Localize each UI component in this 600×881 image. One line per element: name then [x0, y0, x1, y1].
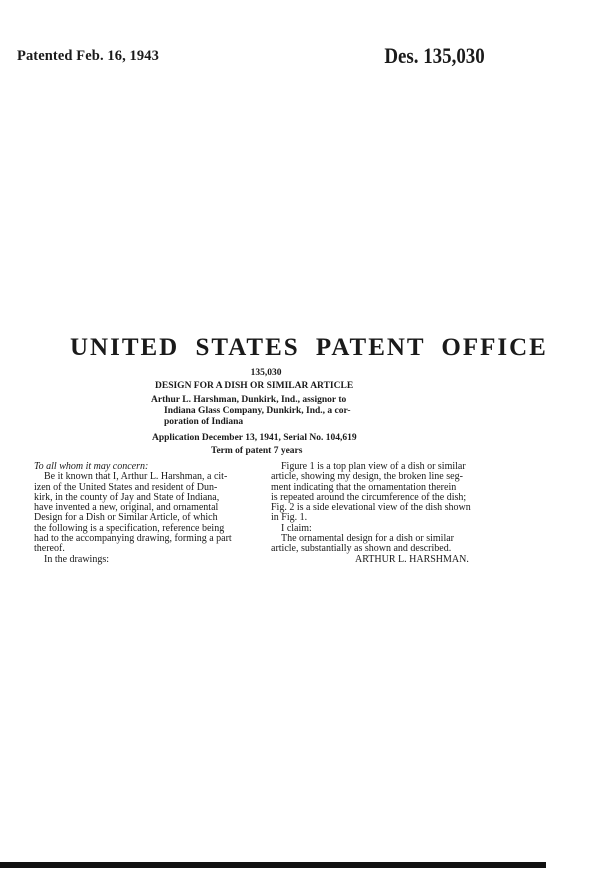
text-line: had to the accompanying drawing, forming a part: [34, 533, 232, 545]
text-line: article, substantially as shown and described.: [271, 543, 452, 555]
text-line: in Fig. 1.: [271, 512, 308, 524]
text-line: The ornamental design for a dish or similar: [281, 533, 455, 545]
text-line: izen of the United States and resident of Dun-: [34, 481, 218, 493]
patented-date: Patented Feb. 16, 1943: [17, 48, 159, 64]
inventor-line: Indiana Glass Company, Dunkirk, Ind., a cor-: [164, 406, 351, 416]
office-title: UNITED STATES PATENT OFFICE: [70, 334, 548, 361]
text-line: is repeated around the circumference of the dish;: [271, 491, 467, 503]
text-line: the following is a specification, reference being: [34, 522, 225, 534]
text-line: In the drawings:: [44, 553, 109, 565]
inventor-line: poration of Indiana: [164, 417, 244, 427]
signature: ARTHUR L. HARSHMAN.: [355, 553, 469, 565]
text-line: Design for a Dish or Similar Article, of which: [34, 512, 218, 524]
design-number: Des. 135,030: [384, 43, 485, 68]
text-line: thereof.: [34, 543, 65, 555]
text-line: Be it known that I, Arthur L. Harshman, a cit-: [44, 471, 228, 483]
design-title: DESIGN FOR A DISH OR SIMILAR ARTICLE: [155, 381, 354, 391]
text-line: ment indicating that the ornamentation therein: [271, 481, 457, 493]
salutation: To all whom it may concern:: [34, 461, 149, 472]
text-line: Figure 1 is a top plan view of a dish or similar: [281, 461, 466, 472]
bottom-rule: [0, 862, 546, 868]
inventor-line: Arthur L. Harshman, Dunkirk, Ind., assignor to: [151, 395, 347, 405]
patent-number: 135,030: [250, 368, 282, 378]
specification-right-column: [271, 462, 486, 565]
specification-left-column: [34, 462, 269, 565]
text-line: Fig. 2 is a side elevational view of the dish shown: [271, 502, 471, 514]
text-line: article, showing my design, the broken line seg-: [271, 471, 463, 483]
inventor-block: [151, 395, 391, 428]
application-info: Application December 13, 1941, Serial No. 104,619: [152, 433, 357, 443]
text-line: have invented a new, original, and ornamental: [34, 502, 219, 514]
text-line: I claim:: [281, 522, 312, 534]
text-line: kirk, in the county of Jay and State of Indiana,: [34, 491, 220, 503]
term-of-patent: Term of patent 7 years: [211, 446, 303, 456]
